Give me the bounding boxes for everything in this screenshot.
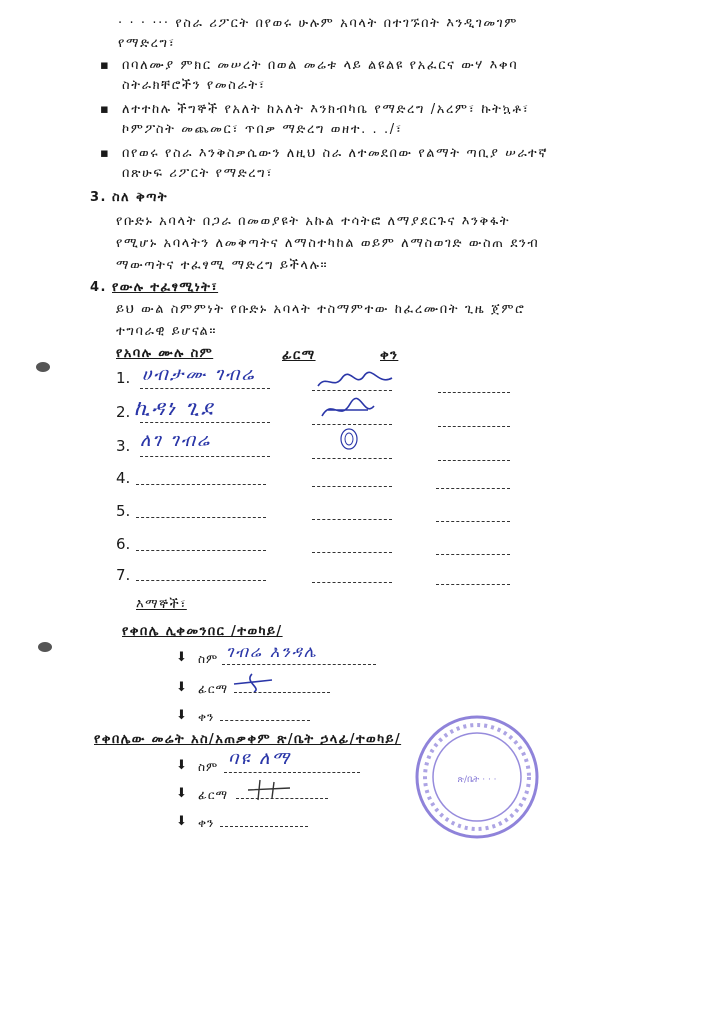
column-header-date: ቀን <box>380 348 399 363</box>
signature-line <box>312 458 392 459</box>
name-line <box>136 550 266 551</box>
arrow-bullet-icon: ⬇ <box>176 814 187 829</box>
date-line <box>436 488 510 489</box>
kebele-signature-label: ፊርማ <box>198 682 229 696</box>
member-signature <box>318 396 378 424</box>
intro-line-2: የማድረግ፣ <box>118 36 176 51</box>
date-line <box>436 584 510 585</box>
kebele-chair-title: የቀበሌ ሊቀመንበር /ተወካይ/ <box>122 624 283 639</box>
row-number: 1. <box>116 369 131 387</box>
arrow-bullet-icon: ⬇ <box>176 786 187 801</box>
office-name-label: ስም <box>198 760 219 774</box>
intro-line-1: · · · ··· የስራ ሪፖርት በየወሩ ሁሉም አባላት በተገኙበት እንዲገመገም <box>118 16 519 31</box>
name-line <box>136 484 266 485</box>
date-line <box>436 554 510 555</box>
scan-smudge <box>36 362 50 372</box>
kebele-date-label: ቀን <box>198 710 215 724</box>
member-name: ኪዳነ ጊደ <box>134 396 215 420</box>
kebele-name-line <box>222 664 376 665</box>
section-3-para-2: የሚሆኑ አባላትን ለመቅጣትና ለማስተካከል ወይም ለማስወገድ ውስጠ ደንብ <box>116 236 540 251</box>
row-number: 6. <box>116 535 131 553</box>
column-header-name: የአባሉ ሙሉ ስም <box>116 346 214 361</box>
row-number: 7. <box>116 566 131 584</box>
bullet-2-line-1: ▪ ለተተከሉ ችግኞች የአለት ከአለት እንክብካቤ የማድረግ /አረም፣ ኩትኳቶ፣ <box>122 102 530 117</box>
signature-line <box>312 582 392 583</box>
land-office-title: የቀበሌው መሬት አስ/አጠቃቀም ጽ/ቤት ኃላፊ/ተወካይ/ <box>94 732 402 747</box>
member-signature <box>316 370 396 392</box>
section-3-title: ስለ ቅጣት <box>112 190 168 205</box>
section-4-number: 4. <box>90 280 107 295</box>
member-name: ለገ ገብሬ <box>140 430 212 451</box>
bullet-1-line-1: ▪ በባለሙያ ምክር መሠረት በወል መሬቱ ላይ ልዩልዩ የአፈርና ውሃ እቀባ <box>122 58 518 73</box>
section-4-title: የውሉ ተፈፃሚነት፣ <box>112 280 219 295</box>
row-number: 2. <box>116 403 131 421</box>
name-line <box>140 422 270 423</box>
section-4-para-1: ይህ ውል ስምምነት የቡድኑ አባላት ተስማምተው ከፈረሙበት ጊዜ ጀምሮ <box>116 302 526 317</box>
signature-line <box>312 486 392 487</box>
signature-line <box>312 519 392 520</box>
section-4-para-2: ተግባራዊ ይሆናል። <box>116 324 217 339</box>
office-name-value: ባዩ ለማ <box>228 748 291 769</box>
name-line <box>140 456 270 457</box>
date-line <box>438 392 510 393</box>
office-signature-label: ፊርማ <box>198 788 229 802</box>
signature-line <box>312 552 392 553</box>
name-line <box>136 580 266 581</box>
section-3-para-1: የቡድኑ አባላት በጋራ በመወያዩት አኩል ተሳትፎ ለማያደርጉና እንቅፋት <box>116 214 511 229</box>
section-3-para-3: ማውጣትና ተፈፃሚ ማድረግ ይችላሉ። <box>116 258 329 273</box>
kebele-name-label: ስም <box>198 652 219 666</box>
office-date-label: ቀን <box>198 816 215 830</box>
arrow-bullet-icon: ⬇ <box>176 758 187 773</box>
bullet-3-line-2: በጽሁፍ ሪፖርት የማድረግ፣ <box>122 166 274 181</box>
arrow-bullet-icon: ⬇ <box>176 650 187 665</box>
row-number: 3. <box>116 437 131 455</box>
office-name-line <box>224 772 360 773</box>
name-line <box>136 517 266 518</box>
stamp-text: ጽ/ቤት · · · <box>457 775 497 785</box>
bullet-3-line-1: ▪ በየወሩ የስራ እንቅስቃሴውን ለዚህ ስራ ለተመደበው የልማት ጣቢያ ሠራተኛ <box>122 146 548 161</box>
kebele-signature <box>232 670 276 694</box>
row-number: 5. <box>116 502 131 520</box>
bullet-1-line-2: ስትራክቸሮችን የመስራት፣ <box>122 78 266 93</box>
date-line <box>438 460 510 461</box>
signature-line <box>312 390 392 391</box>
member-name: ሀብታሙ ገብሬ <box>142 364 256 385</box>
scan-smudge <box>38 642 52 652</box>
arrow-bullet-icon: ⬇ <box>176 680 187 695</box>
kebele-date-line <box>220 720 310 721</box>
member-fingerprint <box>336 426 362 452</box>
kebele-signature-line <box>234 692 330 693</box>
date-line <box>436 521 510 522</box>
official-stamp <box>412 712 542 842</box>
column-header-signature: ፊርማ <box>282 348 316 363</box>
date-line <box>438 426 510 427</box>
bullet-2-line-2: ኮምፖስት መጨመር፣ ጥበቃ ማድረግ ወዘተ. . ./፣ <box>122 122 403 137</box>
office-date-line <box>220 826 308 827</box>
arrow-bullet-icon: ⬇ <box>176 708 187 723</box>
witnesses-heading: እማኞች፣ <box>136 597 187 612</box>
office-signature-line <box>236 798 328 799</box>
kebele-name-value: ገብሬ እንዳሌ <box>226 642 318 661</box>
section-3-number: 3. <box>90 190 107 205</box>
row-number: 4. <box>116 469 131 487</box>
name-line <box>140 388 270 389</box>
signature-line <box>312 424 392 425</box>
